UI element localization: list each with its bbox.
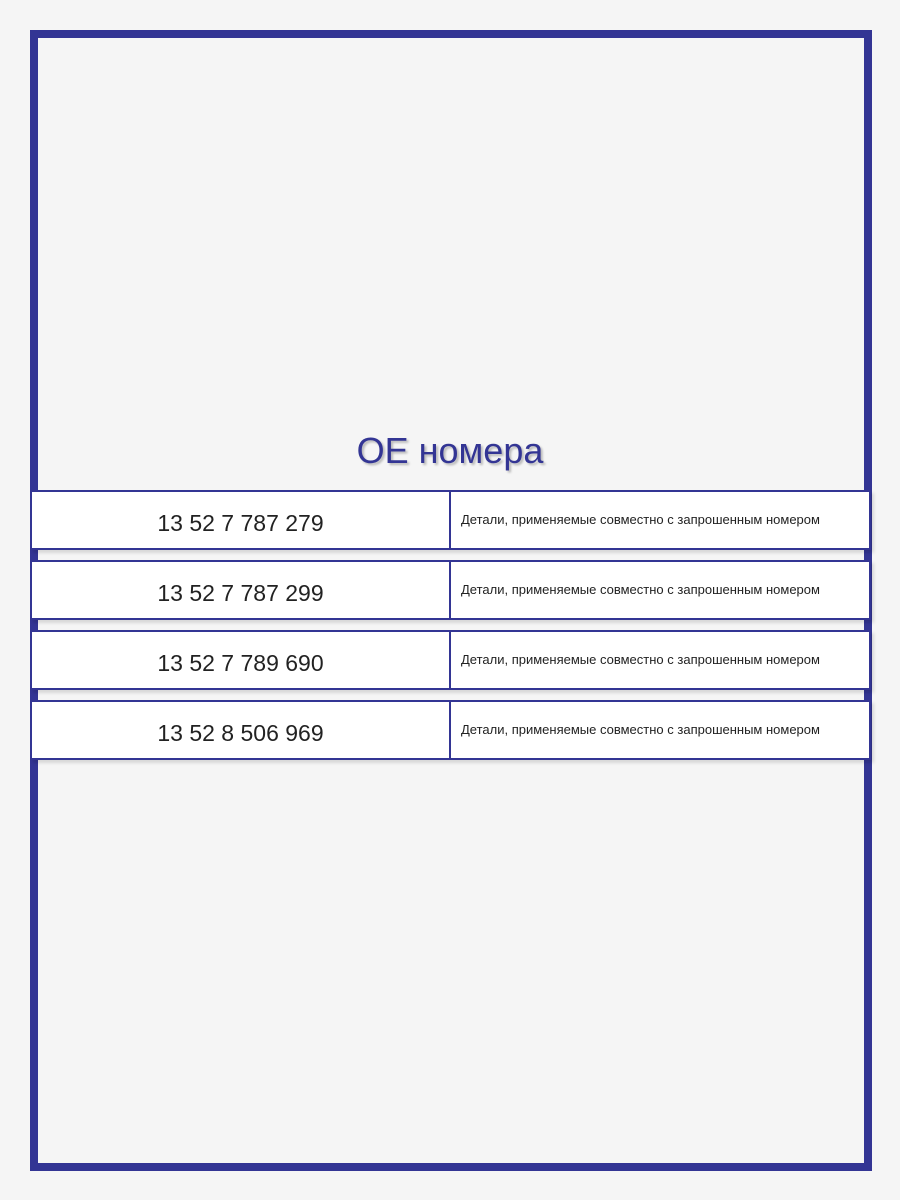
oe-description[interactable]: Детали, применяемые совместно с запрошенным номером	[450, 490, 871, 550]
oe-description[interactable]: Детали, применяемые совместно с запрошенным номером	[450, 700, 871, 760]
oe-number-list	[30, 490, 871, 770]
oe-number[interactable]: 13 52 7 787 279	[30, 490, 450, 550]
oe-row[interactable]	[30, 490, 871, 550]
oe-description[interactable]: Детали, применяемые совместно с запрошенным номером	[450, 560, 871, 620]
oe-description[interactable]: Детали, применяемые совместно с запрошенным номером	[450, 630, 871, 690]
oe-row[interactable]	[30, 700, 871, 760]
oe-row[interactable]	[30, 560, 871, 620]
oe-number[interactable]: 13 52 8 506 969	[30, 700, 450, 760]
oe-row[interactable]	[30, 630, 871, 690]
oe-number[interactable]: 13 52 7 787 299	[30, 560, 450, 620]
oe-number[interactable]: 13 52 7 789 690	[30, 630, 450, 690]
page-title: ОЕ номера	[356, 430, 544, 471]
